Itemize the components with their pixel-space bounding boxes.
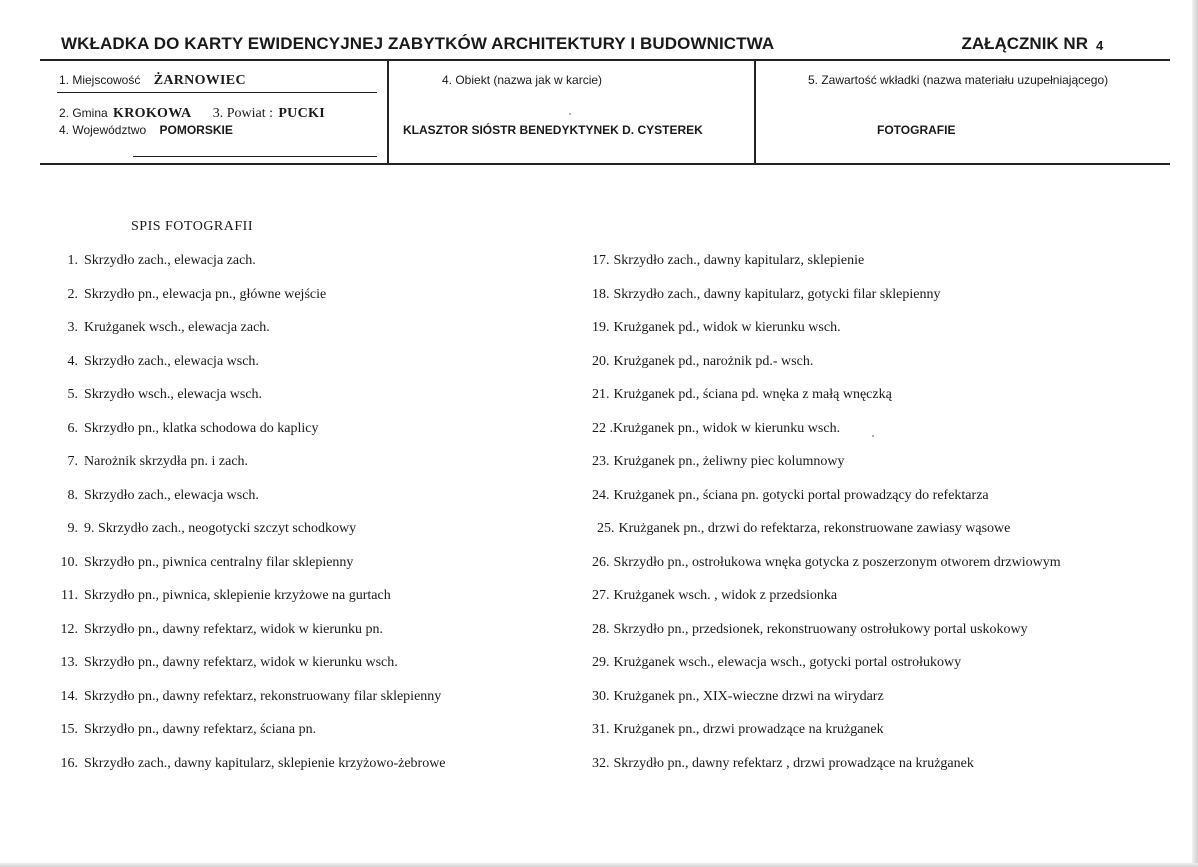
- list-item: [592, 555, 1061, 571]
- locality-label: 1. Miejscowość: [59, 73, 141, 87]
- list-item: [44, 454, 248, 470]
- contents-value: FOTOGRAFIE: [877, 123, 956, 137]
- list-item-text: Skrzydło pn., dawny refektarz, ściana pn.: [84, 722, 317, 737]
- list-item-number: 9.: [67, 521, 78, 536]
- list-item-text: Krużganek pd., widok w kierunku wsch.: [613, 320, 841, 335]
- list-item-text: Krużganek pd., narożnik pd.- wsch.: [613, 353, 814, 369]
- locality-field: [59, 73, 246, 89]
- list-item-number: 11.: [61, 588, 78, 603]
- list-item: [44, 689, 441, 705]
- list-item-text: Krużganek pn., XIX-wieczne drzwi na wirydarz: [613, 688, 884, 704]
- list-item-text: Skrzydło pn., klatka schodowa do kaplicy: [84, 420, 319, 436]
- commune-label: 2. Gmina: [59, 106, 108, 120]
- object-value: KLASZTOR SIÓSTR BENEDYKTYNEK D. CYSTEREK: [403, 123, 703, 137]
- list-item-text: Skrzydło pn., dawny refektarz, widok w kierunku wsch.: [84, 655, 398, 670]
- list-item-text: Skrzydło zach., dawny kapitularz, sklepienie krzyżowo-żebrowe: [84, 755, 446, 771]
- list-item-text: Skrzydło pn., przedsionek, rekonstruowany ostrołukowy portal uskokowy: [613, 621, 1028, 637]
- list-item-number: 10.: [60, 554, 78, 570]
- list-item-number: 8.: [67, 487, 78, 503]
- list-item-text: Krużganek pn., widok w kierunku wsch.: [613, 420, 841, 436]
- list-item-number: 30.: [592, 688, 610, 704]
- list-item-text: Skrzydło pn., elewacja pn., główne wejście: [84, 286, 327, 302]
- scan-speck: [569, 113, 571, 115]
- list-item: [44, 555, 353, 571]
- list-item-text: Krużganek pn., drzwi prowadzące na krużganek: [613, 722, 884, 737]
- list-item-text: Skrzydło pn., dawny refektarz, rekonstruowany filar sklepienny: [84, 688, 442, 704]
- list-item-text: Krużganek pn., drzwi do refektarza, rekonstruowane zawiasy wąsowe: [618, 521, 1011, 536]
- list-item: [592, 756, 974, 772]
- list-item-number: 13.: [60, 655, 78, 670]
- photo-list-heading: SPIS FOTOGRAFII: [131, 219, 253, 234]
- list-item-number: 28.: [592, 621, 610, 637]
- list-item-text: Skrzydło wsch., elewacja wsch.: [84, 387, 263, 402]
- list-item: [597, 521, 1010, 537]
- column-divider-1: [387, 60, 389, 164]
- list-item: [44, 622, 383, 638]
- list-item-text: Skrzydło zach., elewacja wsch.: [84, 353, 259, 369]
- list-item-number: 3.: [67, 320, 78, 335]
- list-item: [592, 622, 1028, 638]
- list-item-number: 7.: [67, 454, 78, 469]
- list-item: [44, 756, 446, 772]
- list-item-text: Narożnik skrzydła pn. i zach.: [84, 454, 249, 469]
- list-item: [44, 253, 256, 269]
- list-item-number: 4.: [67, 353, 78, 369]
- list-item-number: 29.: [592, 655, 610, 670]
- list-item: [44, 354, 259, 370]
- list-item: [592, 354, 813, 370]
- voivodeship-label: 4. Województwo: [59, 123, 147, 137]
- county-label: 3. Powiat :: [212, 106, 273, 121]
- list-item: [44, 521, 356, 537]
- scan-speck: [872, 435, 874, 437]
- list-item-number: 27.: [592, 588, 610, 603]
- list-item-text: Krużganek wsch., elewacja wsch., gotycki portal ostrołukowy: [613, 655, 962, 670]
- document-title: WKŁADKA DO KARTY EWIDENCYJNEJ ZABYTKÓW ARCHITEKTURY I BUDOWNICTWA: [61, 34, 775, 53]
- list-item: [44, 421, 318, 437]
- list-item: [44, 320, 270, 336]
- list-item: [592, 488, 989, 504]
- list-item: [44, 488, 259, 504]
- voivodeship-value: POMORSKIE: [159, 123, 233, 137]
- list-item-text: Skrzydło zach., dawny kapitularz, gotycki filar sklepienny: [613, 286, 941, 302]
- scan-edge-right: [1192, 0, 1198, 867]
- locality-value: ŻARNOWIEC: [153, 73, 246, 88]
- list-item-number: 15.: [60, 722, 78, 737]
- list-item-number: 18.: [592, 286, 610, 302]
- header-rule-bottom: [40, 163, 1170, 165]
- header-rule-top: [40, 59, 1170, 61]
- list-item-text: Skrzydło pn., dawny refektarz, widok w kierunku pn.: [84, 621, 383, 637]
- list-item-text: Krużganek wsch. , widok z przedsionka: [613, 588, 838, 603]
- object-label: 4. Obiekt (nazwa jak w karcie): [442, 73, 603, 87]
- list-item-number: 31.: [592, 722, 610, 737]
- list-item-number: 16.: [60, 755, 78, 771]
- column-divider-2: [754, 60, 756, 164]
- annex-number: 4: [1096, 38, 1104, 53]
- list-item-text: Skrzydło zach., dawny kapitularz, sklepienie: [613, 253, 865, 268]
- list-item-number: 1.: [67, 253, 78, 268]
- list-item-text: Skrzydło pn., piwnica centralny filar sklepienny: [84, 554, 354, 570]
- annex-label: ZAŁĄCZNIK NR: [961, 34, 1088, 53]
- list-item-number: 12.: [60, 621, 78, 637]
- list-item-number: 25.: [597, 521, 615, 536]
- list-item: [592, 253, 864, 269]
- list-item-text: Krużganek wsch., elewacja zach.: [84, 320, 270, 335]
- list-item: [592, 387, 892, 403]
- list-item-text: Skrzydło pn., dawny refektarz , drzwi prowadzące na krużganek: [613, 755, 974, 771]
- list-item: [44, 387, 262, 403]
- list-item-text: Skrzydło pn., ostrołukowa wnęka gotycka z poszerzonym otworem drzwiowym: [613, 554, 1061, 570]
- list-item: [592, 588, 837, 604]
- scan-edge-bottom: [0, 863, 1198, 867]
- list-item: [44, 287, 326, 303]
- list-item-number: 20.: [592, 353, 610, 369]
- list-item-number: 23.: [592, 454, 610, 469]
- list-item-number: 26.: [592, 554, 610, 570]
- commune-field: [59, 106, 325, 122]
- list-item: [44, 722, 316, 738]
- list-item: [592, 722, 884, 738]
- voivodeship-field: [59, 123, 233, 137]
- commune-value: KROKOWA: [113, 106, 192, 121]
- county-value: PUCKI: [278, 106, 325, 121]
- list-item-number: 22 .: [592, 420, 613, 436]
- list-item: [592, 421, 840, 437]
- list-item: [592, 320, 841, 336]
- list-item-number: 6.: [67, 420, 78, 436]
- list-item-number: 17.: [592, 253, 610, 268]
- list-item-number: 32.: [592, 755, 610, 771]
- list-item-number: 5.: [67, 387, 78, 402]
- list-item: [592, 655, 961, 671]
- list-item-number: 21.: [592, 387, 610, 402]
- voivodeship-underline: [133, 156, 377, 157]
- list-item-number: 24.: [592, 487, 610, 503]
- list-item-text: Krużganek pn., żeliwny piec kolumnowy: [613, 454, 845, 469]
- list-item-text: 9. Skrzydło zach., neogotycki szczyt schodkowy: [84, 521, 357, 536]
- list-item: [592, 454, 844, 470]
- list-item: [44, 655, 398, 671]
- list-item-number: 19.: [592, 320, 610, 335]
- locality-underline: [57, 92, 377, 93]
- list-item-text: Skrzydło zach., elewacja zach.: [84, 253, 256, 268]
- list-item-number: 14.: [60, 688, 78, 704]
- list-item-text: Skrzydło zach., elewacja wsch.: [84, 487, 259, 503]
- list-item-text: Krużganek pn., ściana pn. gotycki portal prowadzący do refektarza: [613, 487, 989, 503]
- list-item-text: Krużganek pd., ściana pd. wnęka z małą wnęczką: [613, 387, 892, 402]
- contents-label: 5. Zawartość wkładki (nazwa materiału uzupełniającego): [808, 73, 1109, 87]
- list-item: [592, 287, 940, 303]
- list-item-text: Skrzydło pn., piwnica, sklepienie krzyżowe na gurtach: [84, 588, 391, 603]
- list-item-number: 2.: [67, 286, 78, 302]
- list-item: [44, 588, 391, 604]
- list-item: [592, 689, 884, 705]
